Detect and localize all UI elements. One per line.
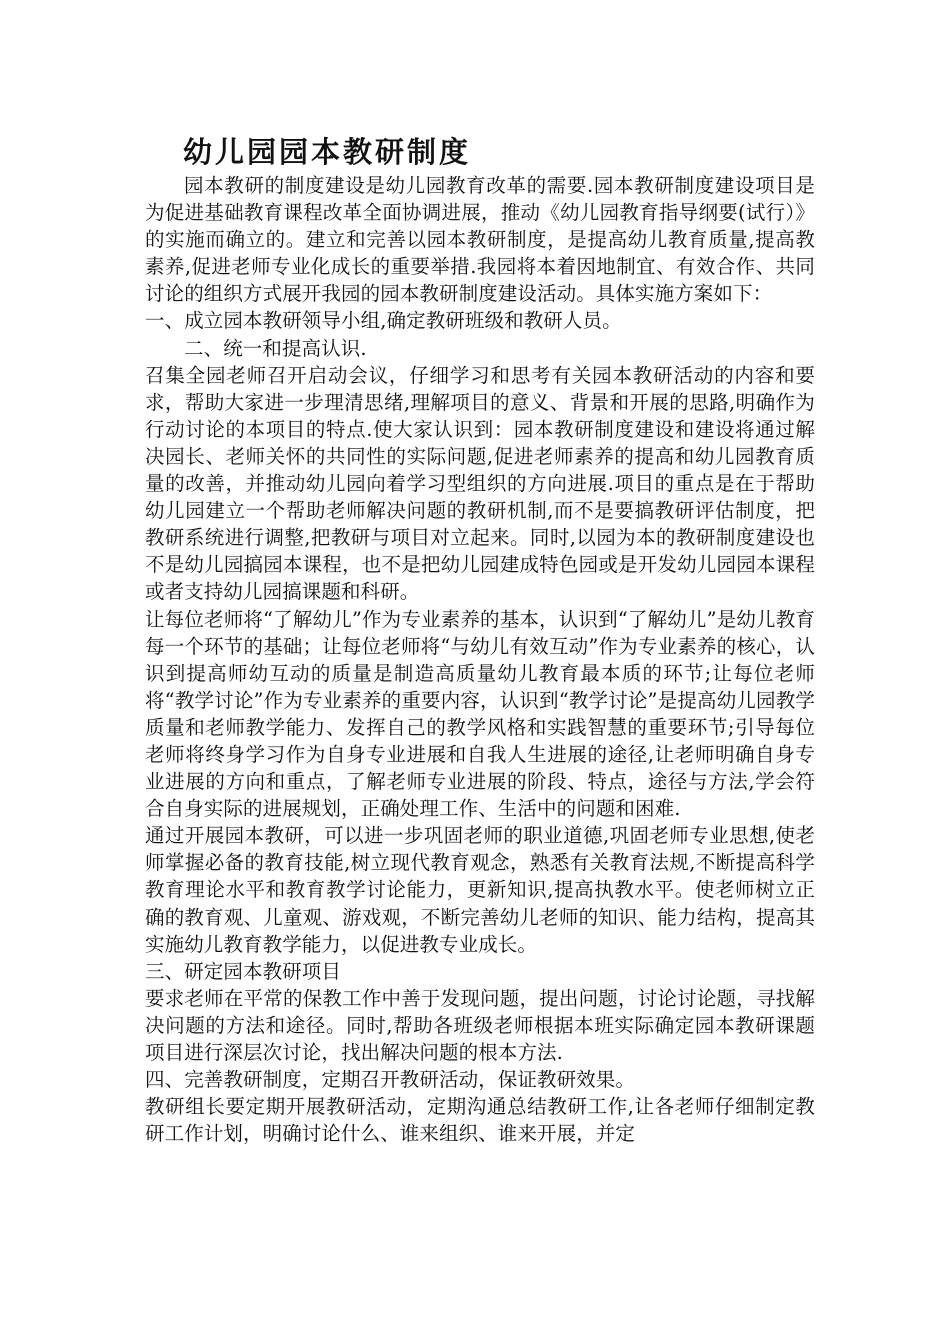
paragraph-2a: 召集全园老师召开启动会议，仔细学习和思考有关园本教研活动的内容和要求，帮助大家进一步理清思绪,理解项目的意义、背景和开展的思路,明确作为行动讨论的本项目的特点.使大家认识到：园本教研制度建设和建设将通过解决园长、老师关怀的共同性的实际问题,促进老师素养的提高和幼儿园教育质量的改善，并推动幼儿园向着学习型组织的方向进展.项目的重点是在于帮助幼儿园建立一个帮助老师解决问题的教研机制,而不是要搞教研评估制度，把教研系统进行调整,把教研与项目对立起来。同时,以园为本的教研制度建设也不是幼儿园搞园本课程，也不是把幼儿园建成特色园或是开发幼儿园园本课程或者支持幼儿园搞课题和科研。 bbox=[145, 363, 815, 604]
section-heading-1: 一、成立园本教研领导小组,确定教研班级和教研人员。 bbox=[145, 309, 622, 333]
paragraph-3: 要求老师在平常的保教工作中善于发现问题，提出问题，讨论讨论题，寻找解决问题的方法和途径。同时,帮助各班级老师根据本班实际确定园本教研课题项目进行深层次讨论，找出解决问题的根本方法. bbox=[145, 986, 815, 1064]
document-body bbox=[145, 172, 815, 1147]
paragraph-2b: 让每位老师将“了解幼儿”作为专业素养的基本，认识到“了解幼儿”是幼儿教育每一个环节的基础；让每位老师将“与幼儿有效互动”作为专业素养的核心，认识到提高师幼互动的质量是制造高质量幼儿教育最本质的环节;让每位老师将“教学讨论”作为专业素养的重要内容，认识到“教学讨论”是提高幼儿园教学质量和老师教学能力、发挥自己的教学风格和实践智慧的重要环节;引导每位老师将终身学习作为自身专业进展和自我人生进展的途径,让老师明确自身专业进展的方向和重点，了解老师专业进展的阶段、特点，途径与方法,学会符合自身实际的进展规划，正确处理工作、生活中的问题和困难. bbox=[145, 607, 815, 821]
section-heading-2: 二、统一和提高认识. bbox=[184, 336, 367, 360]
paragraph-2c: 通过开展园本教研，可以进一步巩固老师的职业道德,巩固老师专业思想,使老师掌握必备的教育技能,树立现代教育观念，熟悉有关教育法规,不断提高科学教育理论水平和教育教学讨论能力，更新知识,提高执教水平。使老师树立正确的教育观、儿童观、游戏观，不断完善幼儿老师的知识、能力结构，提高其实施幼儿教育教学能力，以促进教专业成长。 bbox=[145, 824, 815, 956]
section-heading-4: 四、完善教研制度，定期召开教研活动，保证教研效果。 bbox=[145, 1068, 636, 1092]
paragraph-intro: 园本教研的制度建设是幼儿园教育改革的需要.园本教研制度建设项目是为促进基础教育课程改革全面协调进展，推动《幼儿园教育指导纲要(试行）》的实施而确立的。建立和完善以园本教研制度，是提高幼儿教育质量,提高教素养,促进老师专业化成长的重要举措.我园将本着因地制宜、有效合作、共同讨论的组织方式展开我园的园本教研制度建设活动。具体实施方案如下： bbox=[145, 174, 815, 306]
paragraph-4: 教研组长要定期开展教研活动，定期沟通总结教研工作,让各老师仔细制定教研工作计划，明确讨论什么、谁来组织、谁来开展，并定 bbox=[145, 1095, 815, 1146]
section-heading-3: 三、研定园本教研项目 bbox=[145, 959, 342, 983]
document-title: 幼儿园园本教研制度 bbox=[183, 135, 472, 169]
